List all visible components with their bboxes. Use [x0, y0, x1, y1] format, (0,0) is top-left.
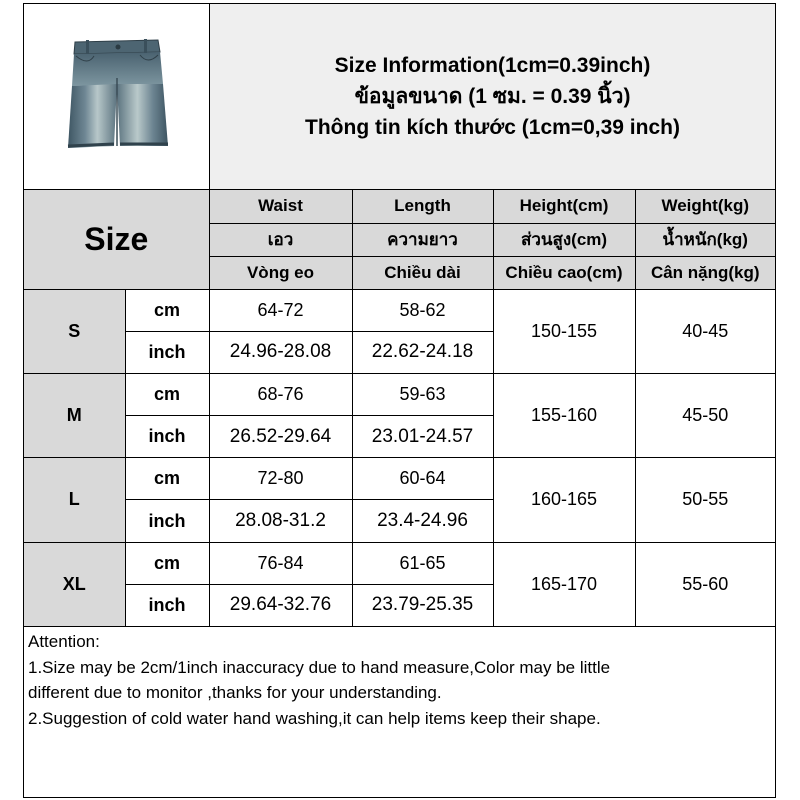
height-value: 155-160 — [493, 373, 635, 457]
waist-cm-value: 64-72 — [209, 289, 352, 331]
height-value: 160-165 — [493, 458, 635, 542]
length-cm-value: 61-65 — [352, 542, 493, 584]
unit-label-inch: inch — [125, 584, 209, 626]
title-line-english: Size Information(1cm=0.39inch) — [334, 54, 651, 77]
denim-shorts-image — [42, 22, 192, 172]
length-cm-value: 59-63 — [352, 373, 493, 415]
size-table — [24, 190, 775, 627]
attention-heading: Attention: — [28, 632, 100, 651]
size-corner-label: Size — [24, 190, 209, 289]
col-header-waist-vi: Vòng eo — [209, 256, 352, 289]
product-image-box — [24, 4, 210, 189]
unit-label-cm: cm — [125, 542, 209, 584]
size-info-title — [210, 4, 775, 189]
length-cm-value: 60-64 — [352, 458, 493, 500]
col-header-weight-vi: Cân nặng(kg) — [635, 256, 775, 289]
col-header-length: Length — [352, 190, 493, 223]
size-label: XL — [24, 542, 125, 626]
height-value: 165-170 — [493, 542, 635, 626]
col-header-height-thai: ส่วนสูง(cm) — [493, 223, 635, 256]
unit-label-cm: cm — [125, 458, 209, 500]
length-inch-value: 23.01-24.57 — [352, 416, 493, 458]
col-header-length-vi: Chiều dài — [352, 256, 493, 289]
col-header-weight-thai: น้ำหนัก(kg) — [635, 223, 775, 256]
table-row — [24, 542, 775, 584]
title-line-vietnamese: Thông tin kích thước (1cm=0,39 inch) — [305, 116, 680, 139]
weight-value: 50-55 — [635, 458, 775, 542]
chart-header — [24, 4, 775, 190]
size-chart — [23, 3, 776, 798]
unit-label-inch: inch — [125, 500, 209, 542]
header-row-english — [24, 190, 775, 223]
waist-inch-value: 24.96-28.08 — [209, 331, 352, 373]
waist-cm-value: 76-84 — [209, 542, 352, 584]
unit-label-cm: cm — [125, 289, 209, 331]
col-header-height: Height(cm) — [493, 190, 635, 223]
height-value: 150-155 — [493, 289, 635, 373]
table-row — [24, 289, 775, 331]
length-inch-value: 23.4-24.96 — [352, 500, 493, 542]
length-inch-value: 22.62-24.18 — [352, 331, 493, 373]
table-row — [24, 373, 775, 415]
size-label: S — [24, 289, 125, 373]
attention-notes — [28, 629, 771, 731]
col-header-waist: Waist — [209, 190, 352, 223]
weight-value: 45-50 — [635, 373, 775, 457]
col-header-length-thai: ความยาว — [352, 223, 493, 256]
attention-line: 1.Size may be 2cm/1inch inaccuracy due to hand measure,Color may be little — [28, 657, 611, 677]
col-header-height-vi: Chiều cao(cm) — [493, 256, 635, 289]
col-header-weight: Weight(kg) — [635, 190, 775, 223]
length-inch-value: 23.79-25.35 — [352, 584, 493, 626]
weight-value: 55-60 — [635, 542, 775, 626]
waist-cm-value: 68-76 — [209, 373, 352, 415]
waist-inch-value: 29.64-32.76 — [209, 584, 352, 626]
waist-inch-value: 28.08-31.2 — [209, 500, 352, 542]
waist-inch-value: 26.52-29.64 — [209, 416, 352, 458]
attention-line: 2.Suggestion of cold water hand washing,it can help items keep their shape. — [28, 708, 601, 728]
length-cm-value: 58-62 — [352, 289, 493, 331]
weight-value: 40-45 — [635, 289, 775, 373]
waist-cm-value: 72-80 — [209, 458, 352, 500]
attention-line: different due to monitor ,thanks for your understanding. — [28, 683, 442, 702]
table-row — [24, 458, 775, 500]
col-header-waist-thai: เอว — [209, 223, 352, 256]
title-line-thai: ข้อมูลขนาด (1 ซม. = 0.39 นิ้ว) — [354, 85, 631, 108]
size-label: M — [24, 373, 125, 457]
unit-label-inch: inch — [125, 331, 209, 373]
size-label: L — [24, 458, 125, 542]
unit-label-inch: inch — [125, 416, 209, 458]
unit-label-cm: cm — [125, 373, 209, 415]
